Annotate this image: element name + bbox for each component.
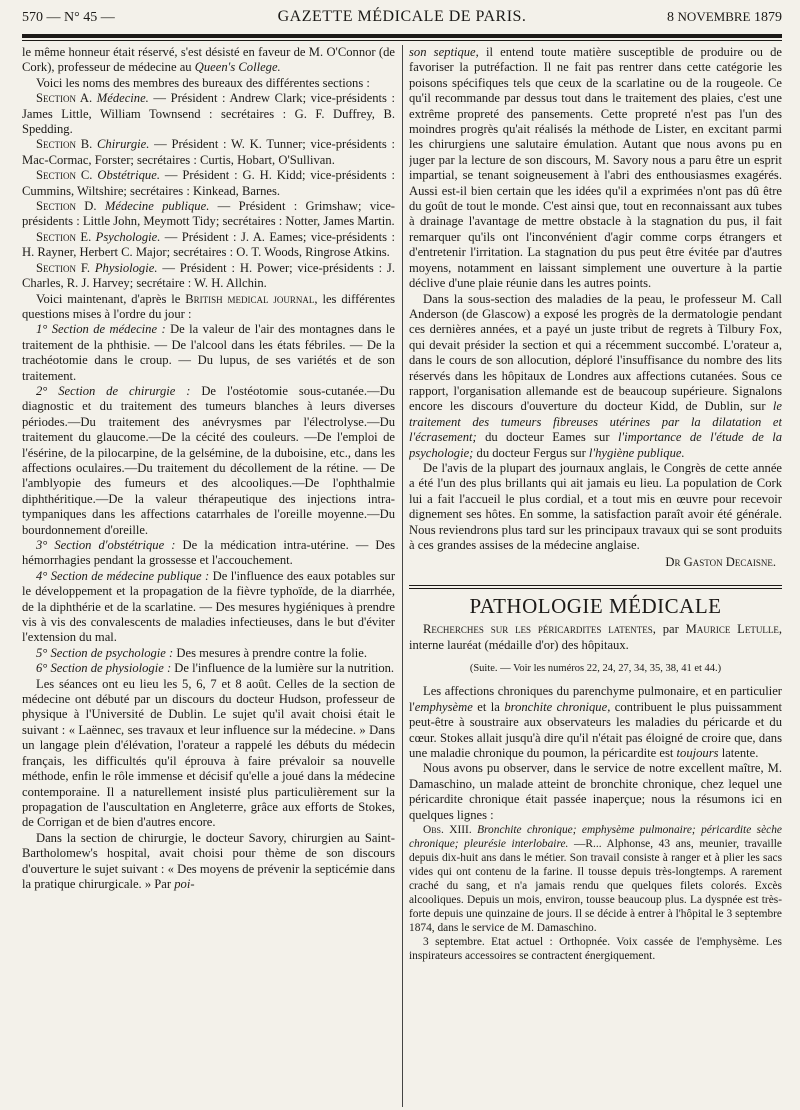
section-b-entry: Section B. Chirurgie. — Président : W. K. Tunner; vice-présidents : Mac-Cormac, Forster; secrétaires : Curtis, Hobart, O'Sullivan. (22, 137, 395, 167)
question-psychologie: 5° Section de psychologie : Des mesures à prendre contre la folie. (36, 645, 367, 660)
section-d-entry: Section D. Médecine publique. — Président : Grimshaw; vice-présidents : Little John, Meymott Tidy; secrétaires : Notter, James Martin. (22, 199, 395, 229)
observation-entry: 3 septembre. Etat actuel : Orthopnée. Voix cassée de l'emphysème. Les inspirateurs accessoires se contractent énergiquement. (409, 936, 782, 963)
page-number-issue: 570 — N° 45 — (22, 10, 115, 25)
header-rule-thick (22, 34, 782, 38)
page-number: 570 (22, 10, 43, 25)
continuation-note: (Suite. — Voir les numéros 22, 24, 27, 34, 35, 38, 41 et 44.) (469, 663, 722, 675)
author-signature: Dr Gaston Decaisne. (665, 555, 776, 570)
section-c-entry: Section C. Obstétrique. — Président : G. H. Kidd; vice-présidents : Cummins, Wiltshire; secrétaires : Kinkead, Barnes. (22, 168, 395, 198)
section-f-entry: Section F. Physiologie. — Président : H. Power; vice-présidents : J. Charles, R. J. Harvey; secrétaire : W. H. Allchin. (22, 260, 395, 291)
paragraph: Voici les noms des membres des bureaux des différentes sections : (36, 75, 370, 90)
paragraph: Voici maintenant, d'après le British medical journal, les différentes questions mises à l'ordre du jour : (22, 291, 395, 321)
column-divider (402, 45, 403, 1107)
section-separator (409, 585, 782, 589)
section-e-entry: Section E. Psychologie. — Président : J. A. Eames; vice-présidents : H. Rayner, Herbert C. Major; secrétaires : O. T. Woods, Ringrose Atkins. (22, 229, 395, 260)
page-header (22, 8, 782, 30)
observation-entry: Obs. XIII. Bronchite chronique; emphysème pulmonaire; péricardite sèche chronique; pleurésie interlobaire. —R... Alphonse, 43 ans, meunier, travaille depuis dix-huit ans dans le métier. Son travail consiste à ranger et à plier les sacs vides qui ont contenu de la farine. Il tousse depuis très-longtemps. A rarement craché du sang, et n'a jamais rendu que quelques filets colorés. Excès alcooliques. Depuis un mois, environ, tousse beaucoup plus. La dyspnée est très-forte depuis une quinzaine de jours. Il se décide à entrer à l'hôpital le 3 septembre 1874, dans le service de M. Damaschino. (409, 824, 782, 935)
paragraph: Dans la section de chirurgie, le docteur Savory, chirurgien au Saint-Bartholomew's hospital, avait choisi pour thème de son discours d'ouverture le sujet suivant : « Des moyens de prévenir la septicémie dans la pratique chirurgicale. » Par poi- (22, 830, 395, 891)
paragraph: Les affections chroniques du parenchyme pulmonaire, et en particulier l'emphysème et la bronchite chronique, contribuent le plus puissamment peut-être à soustraire aux observateurs les maladies du péricarde et du cœur. Stokes allait jusqu'à dire qu'il n'était pas éloigné de croire que, dans une maladie chronique du poumon, la péricardite est toujours latente. (409, 684, 782, 761)
text-columns (22, 45, 782, 1107)
left-column (22, 45, 395, 1107)
question-medecine-publique: 4° Section de médecine publique : De l'influence des eaux potables sur le développement et la propagation de la fièvre typhoïde, de la diarrhée, de la diphthérie et de la scarlatine. — Des mesures hygiéniques à prendre vis à vis des convalescents de maladies infectieuses, dans le but d'éviter l'extension du mal. (22, 568, 395, 645)
date-month: NOVEMBRE (677, 9, 751, 24)
paragraph: Nous avons pu observer, dans le service de notre excellent maître, M. Damaschino, un malade atteint de bronchite chronique, chez lequel une péricardite chronique était passée inaperçue; nous la résumons ici en quelques lignes : (409, 761, 782, 822)
paragraph: Dans la sous-section des maladies de la peau, le professeur M. Call Anderson (de Glascow) a exposé les progrès de la dermatologie pendant ces dernières années, et a payé un juste tribut de regrets à Tilbury Fox, qui devait présider la section et qui a récemment succombé. L'orateur a, dans le cours de son allocution, déploré l'insuffisance du nombre des lits réservés dans les hôpitaux de Londres aux affections cutanées. Sous ce rapport, l'organisation allemande est de beaucoup supérieure. Signalons encore les discours d'ouverture du docteur Kidd, de Dublin, sur le traitement des tumeurs fibreuses utérines par la dilatation et l'écrasement; du docteur Eames sur l'importance de l'étude de la psychologie; du docteur Fergus sur l'hygiène publique. (409, 291, 782, 460)
journal-title: GAZETTE MÉDICALE DE PARIS. (277, 8, 527, 25)
paragraph: son septique, il entend toute matière susceptible de produire ou de favoriser la putréfaction. Il ne fait pas rentrer dans cette catégorie les poisons spécifiques tels que ceux de la scarlatine ou de la rougeole. Ce qu'il recommande par dessus tout dans le traitement des plaies, c'est une extrême propreté des pansements. Cette propreté n'est pas l'un des moindres progrès qu'ait réalisés la méthode de Lister, en excitant parmi les chirurgiens une salutaire émulation. Autant que nous avons pu en juger par la lecture de son discours, M. Savory nous a paru être un esprit impartial, se tenant soigneusement à l'abri des enthousiasmes exagérés. Aussi est-il bien certain que les idées qu'il a exprimées n'ont pas dû être du goût de tout le monde. C'est ainsi que, tout en reconnaissant aux tubes à drainage l'avantage de mettre obstacle à la stagnation du pus, il fait remarquer qu'ils ont l'inconvénient d'agir comme corps étrangers et d'entretenir l'irritation. La stagnation du pus peut être évitée par d'autres moyens, notamment en laissant simplement une ouverture à la partie déclive d'une plaie réunie dans les autres points. (409, 45, 782, 291)
date-day: 8 (667, 10, 675, 25)
right-column (409, 45, 782, 1107)
question-chirurgie: 2° Section de chirurgie : De l'ostéotomie sous-cutanée.—Du diagnostic et du traitement des tumeurs blanches à leurs diverses périodes.—Du traitement des anévrysmes par l'électrolyse.—Du traitement du glaucome.—De la cécité des couleurs. —De l'emploi de l'ésérine, de la pilocarpine, de la gelsémine, de la duboisine, etc., dans les affections oculaires.—Du traitement du décollement de la rétine. — De l'amblyopie des fumeurs et des alcooliques.—De l'ophthalmie diphthéritique.—De la valeur thérapeutique des injections intra-tympaniques dans les affections catarrhales de l'oreille moyenne.—Du bourdonnement d'oreille. (22, 383, 395, 537)
section-a-entry: Section A. Médecine. — Président : Andrew Clark; vice-présidents : James Little, William Townsend : secrétaires : G. F. Duffrey, B. Spedding. (22, 91, 395, 137)
section-heading: PATHOLOGIE MÉDICALE (469, 593, 722, 618)
article-title: Recherches sur les péricardites latentes, par Maurice Letulle, interne lauréat (médaille d'or) des hôpitaux. (409, 622, 782, 652)
issue-number: N° 45 (64, 10, 98, 25)
paragraph: le même honneur était réservé, s'est désisté en faveur de M. O'Connor (de Cork), professeur de médecine au Queen's College. (22, 45, 395, 75)
date-year: 1879 (754, 10, 782, 25)
paragraph: Les séances ont eu lieu les 5, 6, 7 et 8 août. Celles de la section de médecine ont débuté par un discours du docteur Hudson, professeur de physique à l'Université de Dublin. Le sujet qu'il avait choisi était le suivant : « Laënnec, ses travaux et leur influence sur la médecine. » Dans un langage plein d'élévation, l'orateur a rappelé les débuts du médecin français, les difficultés qu'il éprouva à faire prévaloir sa nouvelle méthode, enfin le rôle immense et décisif qu'elle a joué dans la médecine contemporaine. Il a naturellement insisté plus particulièrement sur la propagation de l'auscultation en Angleterre, grâce aux efforts de Stokes, de Corrigan et de bien d'autres encore. (22, 676, 395, 830)
paragraph: De l'avis de la plupart des journaux anglais, le Congrès de cette année a été l'un des plus brillants qui ait jamais eu lieu. La population de Cork lui a fait l'accueil le plus cordial, et a tout mis en œuvre pour recevoir dignement ses hôtes. En somme, la satisfaction paraît avoir été générale. Nous reviendrons plus tard sur les principaux travaux qui se sont produits à ces grandes assises de la médecine anglaise. (409, 460, 782, 552)
question-medecine: 1° Section de médecine : De la valeur de l'air des montagnes dans le traitement de la phthisie. — De l'alcool dans les états fébriles. — De la trachéotomie dans le croup. — Du lupus, de ses variétés et de son traitement. (22, 322, 395, 383)
header-rule-thin (22, 40, 782, 41)
question-obstetrique: 3° Section d'obstétrique : De la médication intra-utérine. — Des hémorrhagies pendant la grossesse et l'accouchement. (22, 538, 395, 568)
question-physiologie: 6° Section de physiologie : De l'influence de la lumière sur la nutrition. (36, 661, 395, 676)
issue-date (632, 9, 782, 26)
